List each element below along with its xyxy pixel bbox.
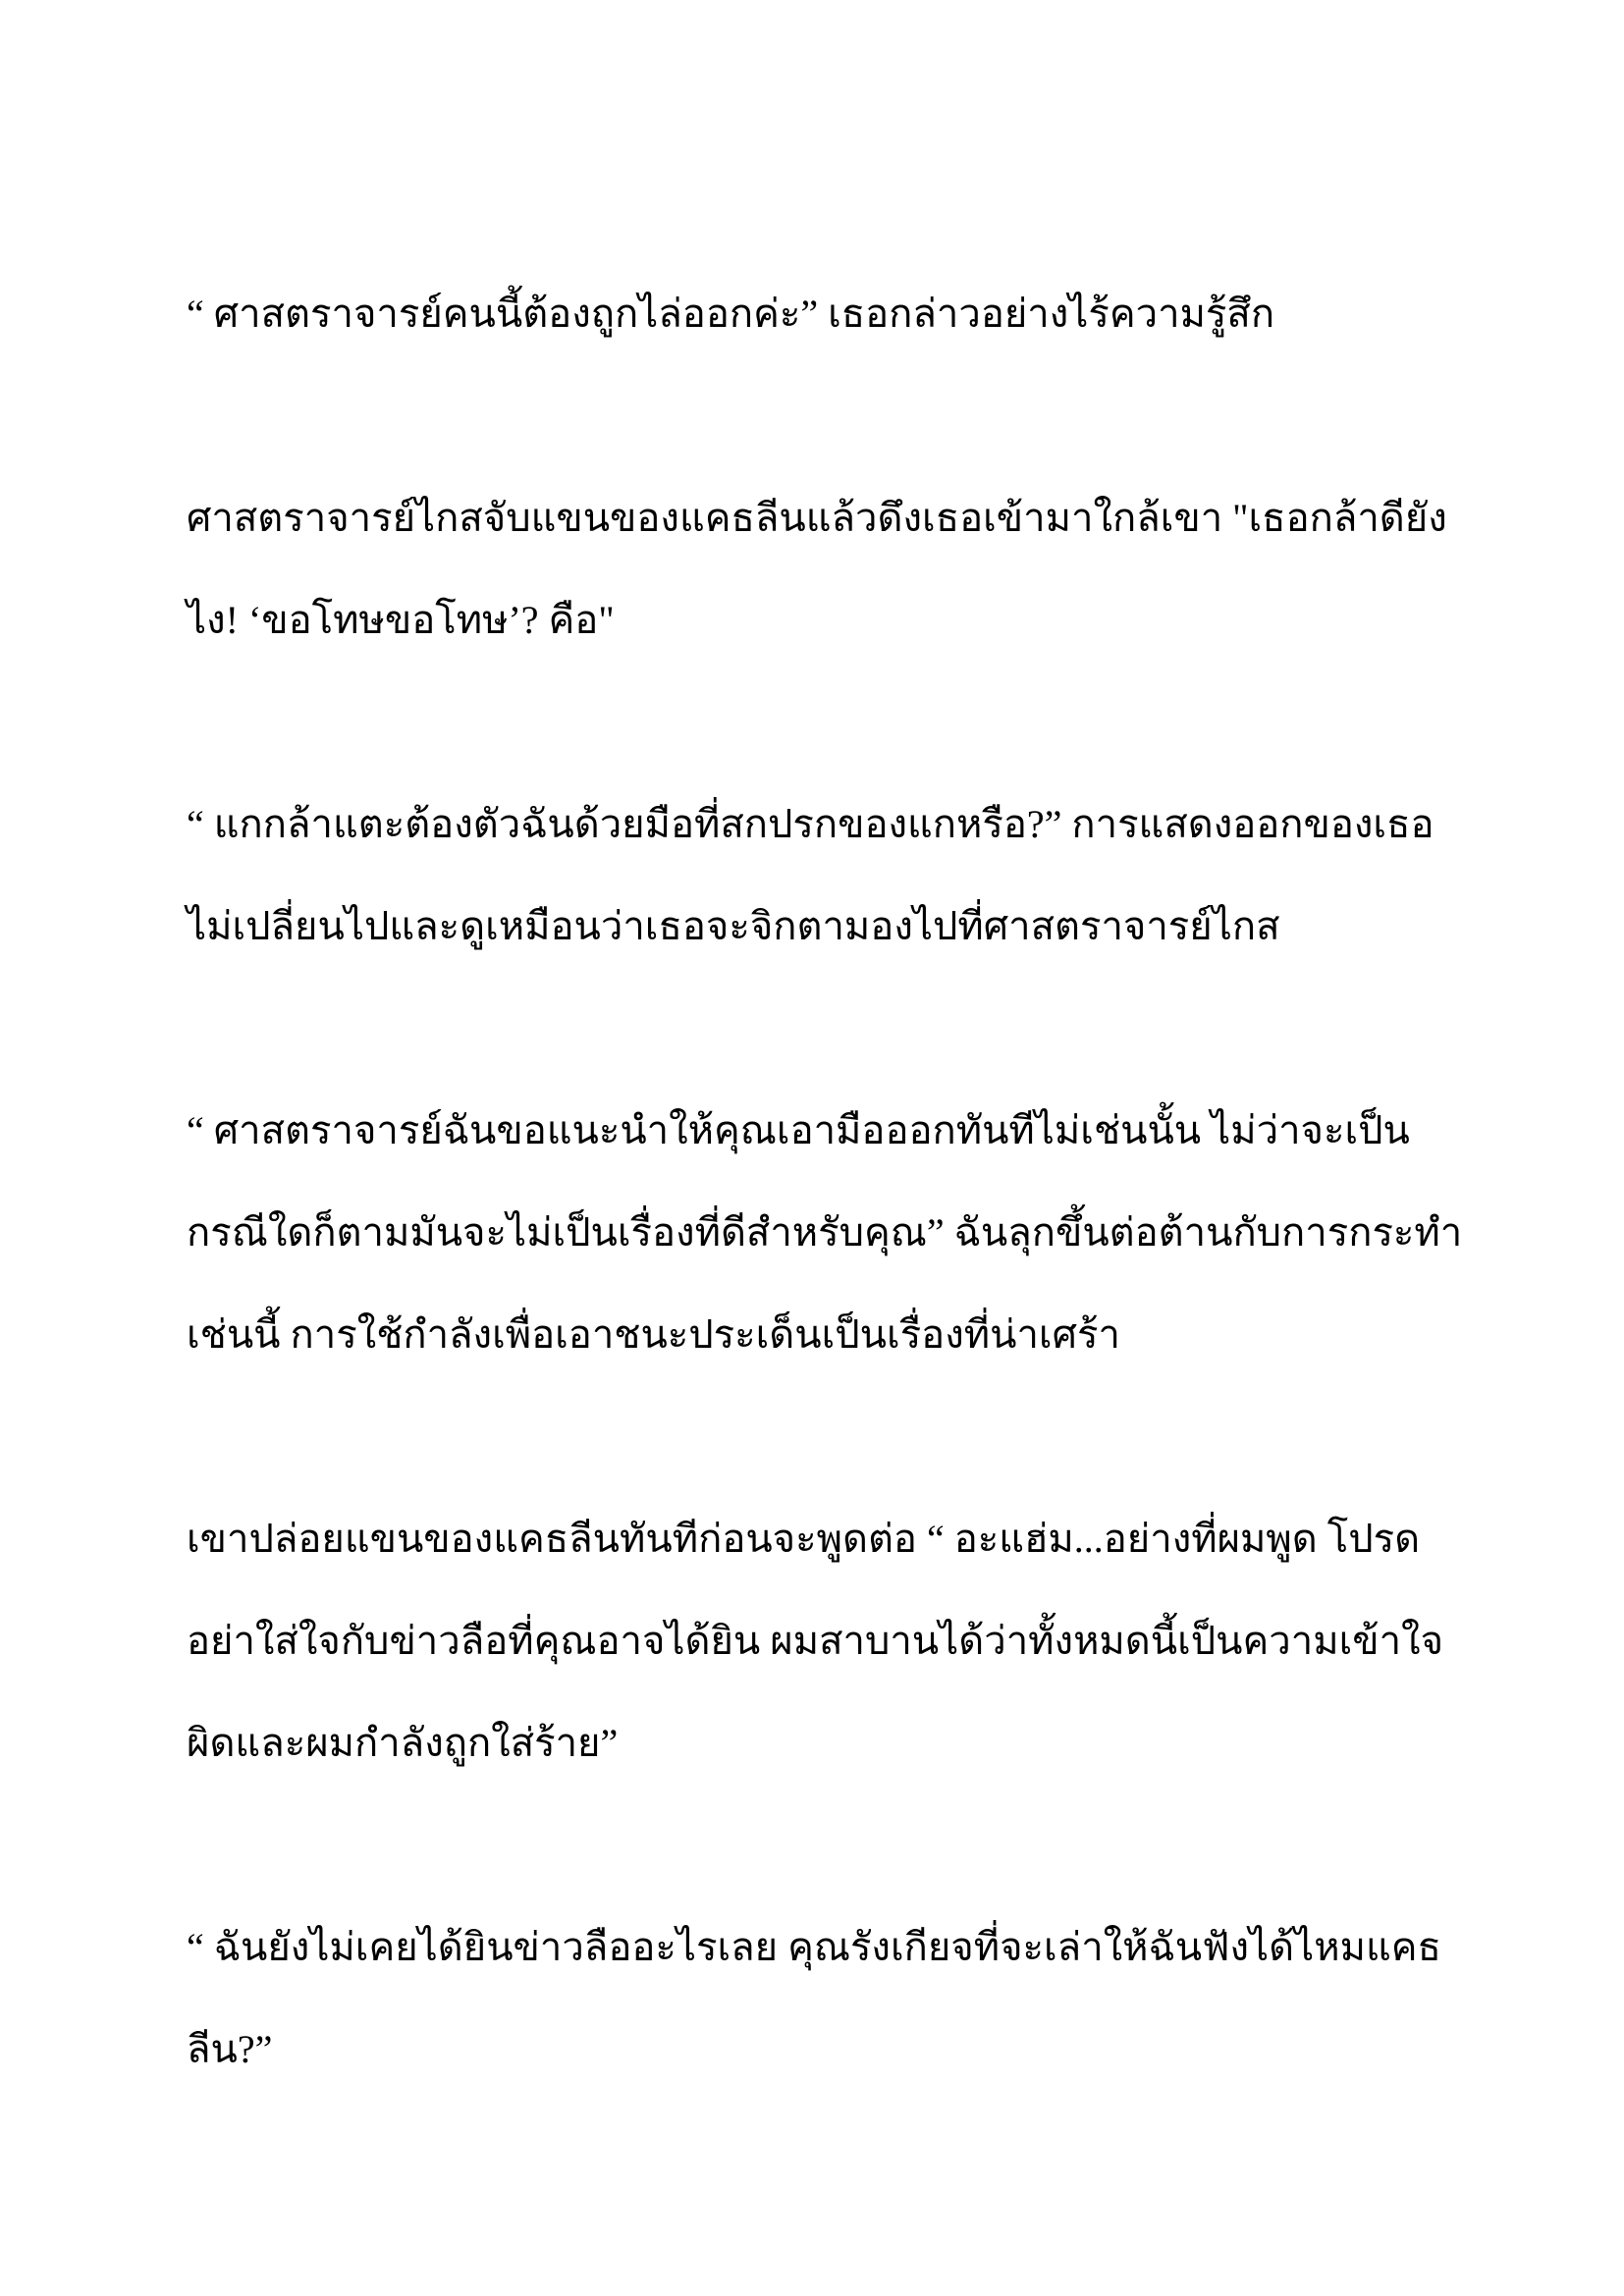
paragraph-3: “ แกกล้าแตะต้องตัวฉันด้วยมือที่สกปรกของแกหรือ?” การแสดงออกของเธอไม่เปลี่ยนไปและดูเหมือนว่าเธอจะจิกตามองไปที่ศาสตราจารย์ไกส xyxy=(187,802,1435,948)
paragraph-6: “ ฉันยังไม่เคยได้ยินข่าวลืออะไรเลย คุณรังเกียจที่จะเล่าให้ฉันฟังได้ไหมแคธลีน?” xyxy=(187,1925,1441,2071)
paragraph-5: เขาปล่อยแขนของแคธลีนทันทีก่อนจะพูดต่อ “ อะแฮ่ม...อย่างที่ผมพูด โปรดอย่าใส่ใจกับข่าวลือที่คุณอาจได้ยิน ผมสาบานได้ว่าทั้งหมดนี้เป็นความเข้าใจผิดและผมกำลังถูกใส่ร้าย” xyxy=(187,1517,1444,1765)
paragraph-2: ศาสตราจารย์ไกสจับแขนของแคธลีนแล้วดึงเธอเข้ามาใกล้เขา "เธอกล้าดียังไง! ‘ขอโทษขอโทษ’? คือ" xyxy=(187,496,1447,642)
paragraph-1: “ ศาสตราจารย์คนนี้ต้องถูกไล่ออกค่ะ” เธอกล่าวอย่างไร้ความรู้สึก xyxy=(187,292,1275,336)
paragraph-4: “ ศาสตราจารย์ฉันขอแนะนำให้คุณเอามือออกทันทีไม่เช่นนั้น ไม่ว่าจะเป็นกรณีใดก็ตามมันจะไม่เป็นเรื่องที่ดีสำหรับคุณ” ฉันลุกขึ้นต่อต้านกับการกระทำเช่นนี้ การใช้กำลังเพื่อเอาชนะประเด็นเป็นเรื่องที่น่าเศร้า xyxy=(187,1108,1463,1357)
